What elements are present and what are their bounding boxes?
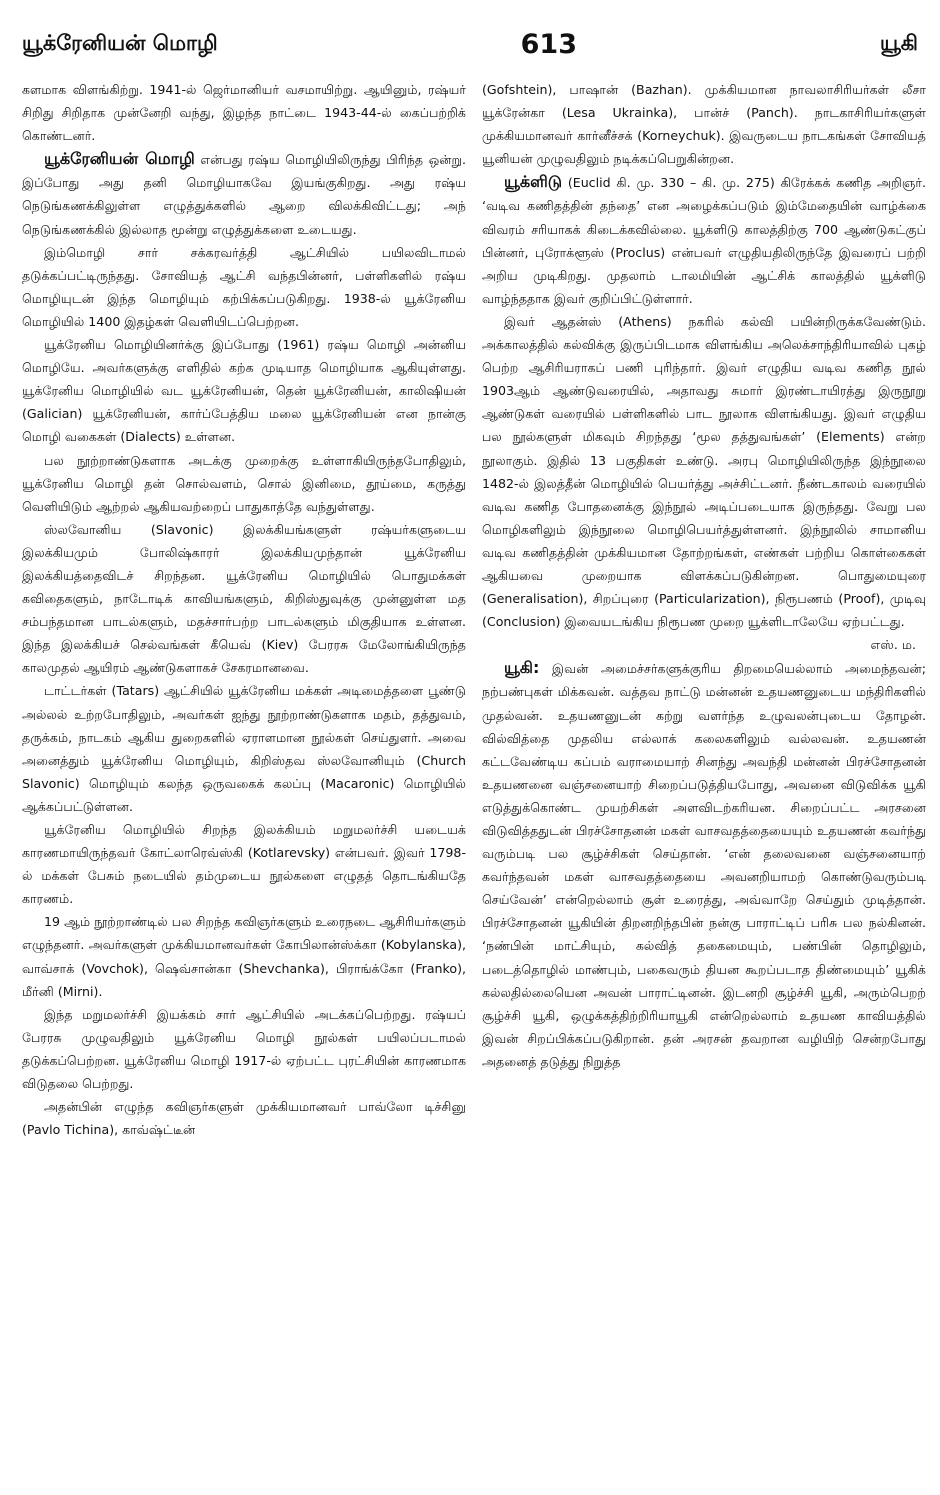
page-header [22,22,918,66]
author-initials: எஸ். ம. [870,637,916,653]
entry-headword: யூகி: [504,658,540,678]
paragraph: அதன்பின் எழுந்த கவிஞர்களுள் முக்கியமானவர் பாவ்லோ டிச்சினு (Pavlo Tichina), காவ்ஷ்ட்டீன் [22,1099,466,1138]
paragraph: 19 ஆம் நூற்றாண்டில் பல சிறந்த கவிஞர்களும் உரைநடை ஆசிரியர்களும் எழுந்தனர். அவர்களுள் முக்கியமானவர்கள் கோபிலான்ஸ்க்கா (Kobylanska), வாவ்சாக் (Vovchok), ஷெவ்சான்கா (Shevchanka), பிராங்க்கோ (Franko), மீர்னி (Mirni). [22,914,466,999]
running-head-left: யூக்ரேனியன் மொழி [22,30,218,55]
paragraph: பல நூற்றாண்டுகளாக அடக்கு முறைக்கு உள்ளாகியிருந்தபோதிலும், யூக்ரேனிய மொழி தன் சொல்வளம், சொல் இனிமை, தூய்மை, கருத்து வெளியிடும் ஆற்றல் ஆகியவற்றைப் பாதுகாத்தே வந்துள்ளது. [22,452,466,514]
paragraph: இம்மொழி சார் சக்கரவர்த்தி ஆட்சியில் பயிலவிடாமல் தடுக்கப்பட்டிருந்தது. சோவியத் ஆட்சி வந்தபின்னர், பள்ளிகளில் ரஷ்ய மொழியுடன் இந்த மொழியும் கற்பிக்கப்படுகிறது. 1938-ல் யூக்ரேனிய மொழியில் 1400 இதழ்கள் வெளியிடப்பெற்றன. [22,244,466,329]
paragraph: இவர் ஆதன்ஸ் (Athens) நகரில் கல்வி பயின்றிருக்கவேண்டும். அக்காலத்தில் கல்விக்கு இருப்பிடமாக விளங்கிய அலெக்சாந்திரியாவில் புகழ் பெற்ற ஆசிரியராகப் பணி புரிந்தார். இவர் எழுதிய வடிவ கணித நூல் 1903ஆம் ஆண்டுவரையில், அதாவது சுமார் இரண்டாயிரத்து இருநூறு ஆண்டுகள் வரையில் பள்ளிகளில் பாட நூலாக விளங்கியது. இவர் எழுதிய பல நூல்களுள் மிகவும் சிறந்தது ‘மூல தத்துவங்கள்’ (Elements) என்ற நூலாகும். இதில் 13 பகுதிகள் உண்டு. அரபு மொழியிலிருந்த இந்நூலை 1482-ல் இலத்தீன் மொழியில் பெயர்த்து அச்சிட்டனர். நீண்டகாலம் வரையில் வடிவ கணித போதனைக்கு இந்நூல் அடிப்படையாக இருந்தது. வேறு பல மொழிகளிலும் இந்நூலை மொழிபெயர்த்துள்ளனர். இந்நூலில் சாமானிய வடிவ கணிதத்தின் முக்கியமான தோற்றங்கள், எண்கள் பற்றிய கொள்கைகள் ஆகியவை முறையாக விளக்கப்படுகின்றன. பொதுமையுரை (Generalisation), சிறப்புரை (Particularization), நிரூபணம் (Proof), முடிவு (Conclusion) இவையடங்கிய நிரூபண முறை யூக்ளிடாலேயே ஏற்பட்டது. [482,313,926,630]
encyclopedia-entry [22,147,466,240]
entry-body: என்பது ரஷ்ய மொழியிலிருந்து பிரிந்த ஒன்று. இப்போது அது தனி மொழியாகவே இயங்குகிறது. அது ரஷ்ய நெடுங்கணக்கிலுள்ள எழுத்துக்களில் ஆறை விலக்கிவிட்டது; அந் நெடுங்கணக்கில் இல்லாத மூன்று எழுத்துக்களை உடையது. [22,152,466,237]
page-number: 613 [520,28,578,60]
paragraph: ஸ்லவோனிய (Slavonic) இலக்கியங்களுள் ரஷ்யர்களுடைய இலக்கியமும் போலிஷ்காரர் இலக்கியமுந்தான் யூக்ரேனிய இலக்கியத்தைவிடச் சிறந்தன. யூக்ரேனிய மொழியில் பொதுமக்கள் கவிதைகளும், நாடோடிக் காவியங்களும், கிறிஸ்துவுக்கு முன்னுள்ள மத சம்பந்தமான பாடல்களும், மதச்சார்பற்ற பாடல்களும் மிகுதியாக உள்ளன. இந்த இலக்கியச் செல்வங்கள் கீயெவ் (Kiev) பேரரசு மேலோங்கியிருந்த காலமுதல் ஆயிரம் ஆண்டுகளாகச் சேகரமானவை. [22,521,466,676]
encyclopedia-entry [482,170,926,310]
entry-headword: யூக்ரேனியன் மொழி [44,149,195,169]
paragraph: யூக்ரேனிய மொழியில் சிறந்த இலக்கியம் மறுமலர்ச்சி யடையக் காரணமாயிருந்தவர் கோட்லாரெவ்ஸ்கி (Kotlarevsky) என்பவர். இவர் 1798-ல் மக்கள் பேசும் நடையில் தம்முடைய நூல்களை எழுதத் தொடங்கியதே காரணம். [22,822,466,907]
entry-body: இவன் அமைச்சர்களுக்குரிய திறமையெல்லாம் அமைந்தவன்; நற்பண்புகள் மிக்கவன். வத்தவ நாட்டு மன்னன் உதயணனுடைய மந்திரிகளில் முதல்வன். உதயணனுடன் கற்று வளர்ந்த உழுவலன்புடைய தோழன். வில்வித்தை முதலிய எல்லாக் கலைகளிலும் வல்லவன். உதயணன் கட்டவேண்டிய கப்பம் வராமையாற் சினந்து அவந்தி மன்னன் பிரச்சோதனன் உதயணனை வஞ்சனையாற் சிறைப்படுத்தியபோது, அவனை விடுவிக்க யூகி எடுத்துக்கொண்ட முயற்சிகள் அளவிடற்கரியன. சிறைப்பட்ட அரசனை விடுவித்ததுடன் பிரச்சோதனன் மகள் வாசவதத்தையையும் உதயணன் கவர்ந்து வரும்படி பல சூழ்ச்சிகள் செய்தான். ‘என் தலைவனை வஞ்சனையாற் கவர்ந்தவன் மகள் வாசவதத்தையை அவனறியாமற் கொண்டுவரும்படி செய்வேன்’ என்றெல்லாம் சூள் உரைத்து, அவ்வாறே செய்தும் முடித்தான். பிரச்சோதனன் யூகியின் திறனறிந்தபின் நன்கு பாராட்டிப் பரிசு பல நல்கினன். ‘நண்பின் மாட்சியும், கல்வித் தகைமையும், பண்பின் தொழிலும், படைத்தொழில் மாண்பும், பகைவரும் தியன கூறப்படாத திண்மையும்’ யூகிக் கல்லதில்லையென அவன் பாராட்டினன். இடனறி சூழ்ச்சி யூகி, அரும்பெறற் சூழ்ச்சி யூகி, ஒழுக்கத்திற்றிரியாயூகி என்றெல்லாம் உதயண காவியத்தில் இவன் சிறப்பிக்கப்படுகிறான். தன் அரசன் தவறான வழியிற் சென்றபோது அதனைத் தடுத்து நிறுத்த [482,661,926,1069]
running-head-right: யூகி [879,30,918,55]
entry-body: (Euclid கி. மு. 330 – கி. மு. 275) கிரேக்கக் கணித அறிஞர். ‘வடிவ கணிதத்தின் தந்தை’ என அழைக்கப்படும் இம்மேதையின் வாழ்க்கை விவரம் சரியாகக் கிடைக்கவில்லை. யூக்ளிடு காலத்திற்கு 700 ஆண்டுகட்குப் பின்னர், புரோக்ளூஸ் (Proclus) என்பவர் எழுதியதிலிருந்தே இவரைப் பற்றி அறிய முடிகிறது. முதலாம் டாலமியின் ஆட்சிக் காலத்தில் யூக்ளிடு வாழ்ந்ததாக இவர் குறிப்பிட்டுள்ளார். [482,175,926,306]
paragraph: இந்த மறுமலர்ச்சி இயக்கம் சார் ஆட்சியில் அடக்கப்பெற்றது. ரஷ்யப் பேரரசு முழுவதிலும் யூக்ரேனிய மொழி நூல்கள் பயிலப்படாமல் தடுக்கப்பெற்றன. யூக்ரேனிய மொழி 1917-ல் ஏற்பட்ட புரட்சியின் காரணமாக விடுதலை பெற்றது. [22,1006,466,1092]
paragraph: டாட்டர்கள் (Tatars) ஆட்சியில் யூக்ரேனிய மக்கள் அடிமைத்தளை பூண்டு அல்லல் உற்றபோதிலும், அவர்கள் ஐந்து நூற்றாண்டுகளாக மதம், தத்துவம், தருக்கம், நாடகம் ஆகிய துறைகளில் ஏராளமான நூல்கள் செய்துளர். அவை அனைத்தும் யூக்ரேனிய மொழியும், கிறிஸ்தவ ஸ்லவோனியும் (Church Slavonic) மொழியும் கலந்த ஒருவகைக் கலப்பு (Macaronic) மொழியில் ஆக்கப்பட்டுள்ளன. [22,683,466,814]
right-column [482,78,926,1478]
continued-paragraph: களமாக விளங்கிற்று. 1941-ல் ஜெர்மானியர் வசமாயிற்று. ஆயினும், ரஷ்யர் சிறிது சிறிதாக முன்னேறி வந்து, இழந்த நாட்டை 1943-44-ல் கைப்பற்றிக் கொண்டனர். [22,82,466,144]
continued-paragraph: (Gofshtein), பாஷான் (Bazhan). முக்கியமான நாவலாசிரியர்கள் லீசா யூக்ரேன்கா (Lesa Ukrainka), பான்ச் (Panch). நாடகாசிரியர்களுள் முக்கியமானவர் கார்னீச்சக் (Korneychuk). இவருடைய நாடகங்கள் சோவியத் யூனியன் முழுவதிலும் நடிக்கப்பெறுகின்றன. [482,82,926,167]
encyclopedia-entry [482,656,926,1073]
paragraph: யூக்ரேனிய மொழியினர்க்கு இப்போது (1961) ரஷ்ய மொழி அன்னிய மொழியே. அவர்களுக்கு எளிதில் கற்க முடியாத மொழியாக ஆகியுள்ளது. யூக்ரேனிய மொழியில் வட யூக்ரேனியன், தென் யூக்ரேனியன், காலிஷியன் (Galician) யூக்ரேனியன், கார்ப்பேத்திய மலை யூக்ரேனியன் என நான்கு மொழி வகைகள் (Dialects) உள்ளன. [22,337,466,445]
left-column [22,78,466,1478]
entry-headword: யூக்ளிடு [504,172,563,192]
